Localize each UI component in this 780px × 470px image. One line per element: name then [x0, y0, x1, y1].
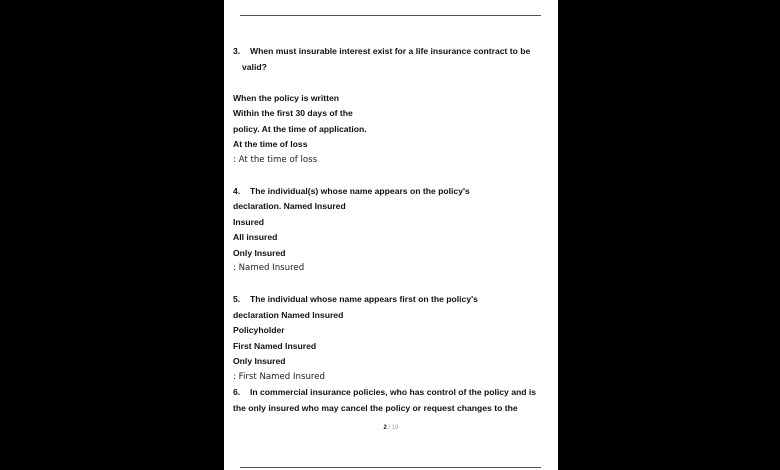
- question-3-option-2: Within the first 30 days of the: [233, 108, 353, 118]
- page-number-total: 19: [391, 425, 399, 431]
- question-3-answer: : At the time of loss: [233, 154, 318, 165]
- page-number-separator: /: [386, 425, 392, 431]
- question-4-number: 4.: [233, 185, 241, 196]
- question-4-line2: declaration. Named Insured: [233, 201, 346, 211]
- question-4-text: The individual(s) whose name appears on the policy's: [250, 185, 470, 196]
- question-5-option-1: Policyholder: [233, 325, 285, 335]
- question-3-option-4: At the time of loss: [233, 139, 308, 149]
- document-page: [224, 0, 558, 470]
- question-5-line2: declaration Named Insured: [233, 309, 344, 320]
- question-5-line1: [233, 292, 551, 308]
- question-5-option-2: First Named Insured: [233, 340, 317, 351]
- top-divider: [240, 15, 541, 16]
- question-3-line2: valid?: [242, 61, 267, 72]
- question-3-option-1: When the policy is written: [233, 92, 339, 103]
- question-6-text: In commercial insurance policies, who has control of the policy and is: [250, 387, 537, 397]
- question-6-line1: [233, 385, 551, 401]
- question-4-line1: [233, 184, 551, 200]
- question-3-option-3: policy. At the time of application.: [233, 123, 367, 134]
- bottom-divider: [240, 467, 541, 468]
- question-5-answer: : First Named Insured: [233, 371, 325, 382]
- question-5-number: 5.: [233, 294, 241, 304]
- question-5-text: The individual whose name appears first on the policy's: [250, 294, 478, 304]
- question-6-line2: the only insured who may cancel the policy or request changes to the: [233, 402, 518, 413]
- question-3-number: 3.: [233, 46, 241, 56]
- page-number: [224, 425, 558, 431]
- question-4-option-1: Insured: [233, 216, 265, 227]
- question-6-number: 6.: [233, 387, 241, 397]
- page-content: [233, 44, 551, 416]
- question-4-option-2: All insured: [233, 232, 278, 242]
- question-3-text: When must insurable interest exist for a life insurance contract to be: [250, 46, 531, 56]
- question-3-line1: [233, 44, 551, 60]
- page-number-current: 2: [383, 425, 387, 431]
- question-5-option-3: Only Insured: [233, 356, 286, 366]
- question-4-option-3: Only Insured: [233, 247, 286, 258]
- question-4-answer: : Named Insured: [233, 263, 305, 273]
